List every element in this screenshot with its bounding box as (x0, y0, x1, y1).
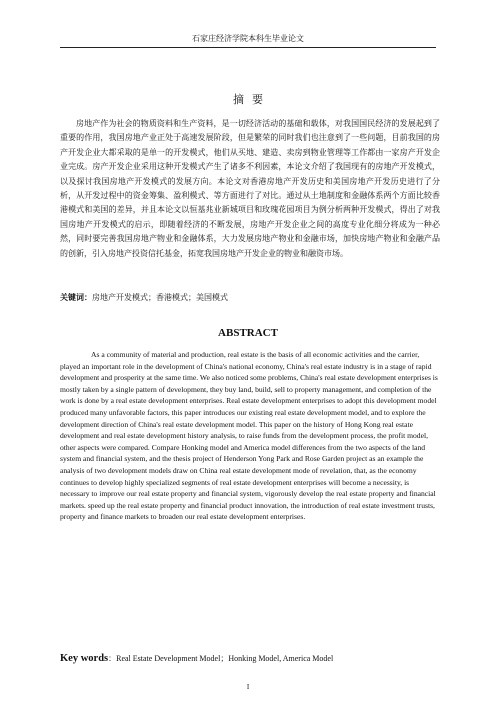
chinese-keywords-label: 关键词： (60, 292, 92, 302)
running-header: 石家庄经济学院本科生毕业论文 (192, 34, 304, 43)
chinese-abstract-title: 摘要 (233, 93, 271, 106)
chinese-keywords (60, 291, 440, 304)
header-rule (60, 47, 436, 48)
chinese-keywords-text: 房地产开发模式；香港模式；美国模式 (92, 293, 228, 302)
english-keywords-label: Key words (60, 653, 109, 664)
english-keywords (60, 653, 460, 665)
english-keywords-text: ：Real Estate Development Model；Honking Model, America Model (108, 654, 334, 663)
chinese-abstract-body: 房地产作为社会的物质资料和生产资料，是一切经济活动的基础和载体，对我国国民经济的发展起到了重要的作用，我国房地产业正处于高速发展阶段，但是繁荣的同时我们也注意到了一些问题，目前我国的房产开发企业大都采取的是单一的开发模式，他们从买地、建造、卖房到物业管理等工作都由一家房产开发企业完成。房产开发企业采用这种开发模式产生了诸多不利因素，本论文介绍了我国现有的房地产开发模式，以及探讨我国房地产开发模式的发展方向。本论文对香港房地产开发历史和美国房地产开发历史进行了分析，从开发过程中的资金筹集、盈利模式、等方面进行了对比。通过从土地制度和金融体系两个方面比较香港模式和美国的差异，并且本论文以恒基兆业新城项目和玫瑰花园项目为例分析两种开发模式，得出了对我国房地产开发模式的启示，即随着经济的不断发展，房地产开发企业之间的高度专业化细分将成为一种必然，同时要完善我国房地产物业和金融体系，大力发展房地产物业和金融市场，加快房地产物业和金融产品的创新，引入房地产投资信托基金，拓宽我国房地产开发企业的物业和融资市场。 (60, 119, 440, 258)
english-abstract-title: ABSTRACT (218, 327, 278, 339)
page-number: I (246, 683, 250, 691)
english-abstract-body: As a community of material and production, real estate is the basis of all economic activities and the carrier, played an important role in the development of China's national economy, China's real estate industry is in a stage of rapid development and prosperity at the same time. We also noticed some problems, China's real estate development enterprises is mostly taken by a single pattern of development, they buy land, build, sell to property management, and completion of the work is done by a real estate development enterprises. Real estate development enterprises to adopt this development model produced many unfavorable factors, this paper introduces our existing real estate development model, and to explore the development direction of China's real estate development model. This paper on the history of Hong Kong real estate development and real estate development history analysis, to raise funds from the development process, the profit model, other aspects were compared. Compare Honking model and America model differences from the two aspects of the land system and financial system, and the thesis project of Henderson Yong Park and Rose Garden project as an example the analysis of two development models draw on China real estate development mode of revelation, that, as the economy continues to develop highly specialized segments of real estate development enterprises will become a necessity, is necessary to improve our real estate property and financial system, vigorously develop the real estate property and financial markets. speed up the real estate property and financial product innovation, the introduction of real estate investment trusts, property and finance markets to broaden our real estate development enterprises. (60, 350, 438, 522)
